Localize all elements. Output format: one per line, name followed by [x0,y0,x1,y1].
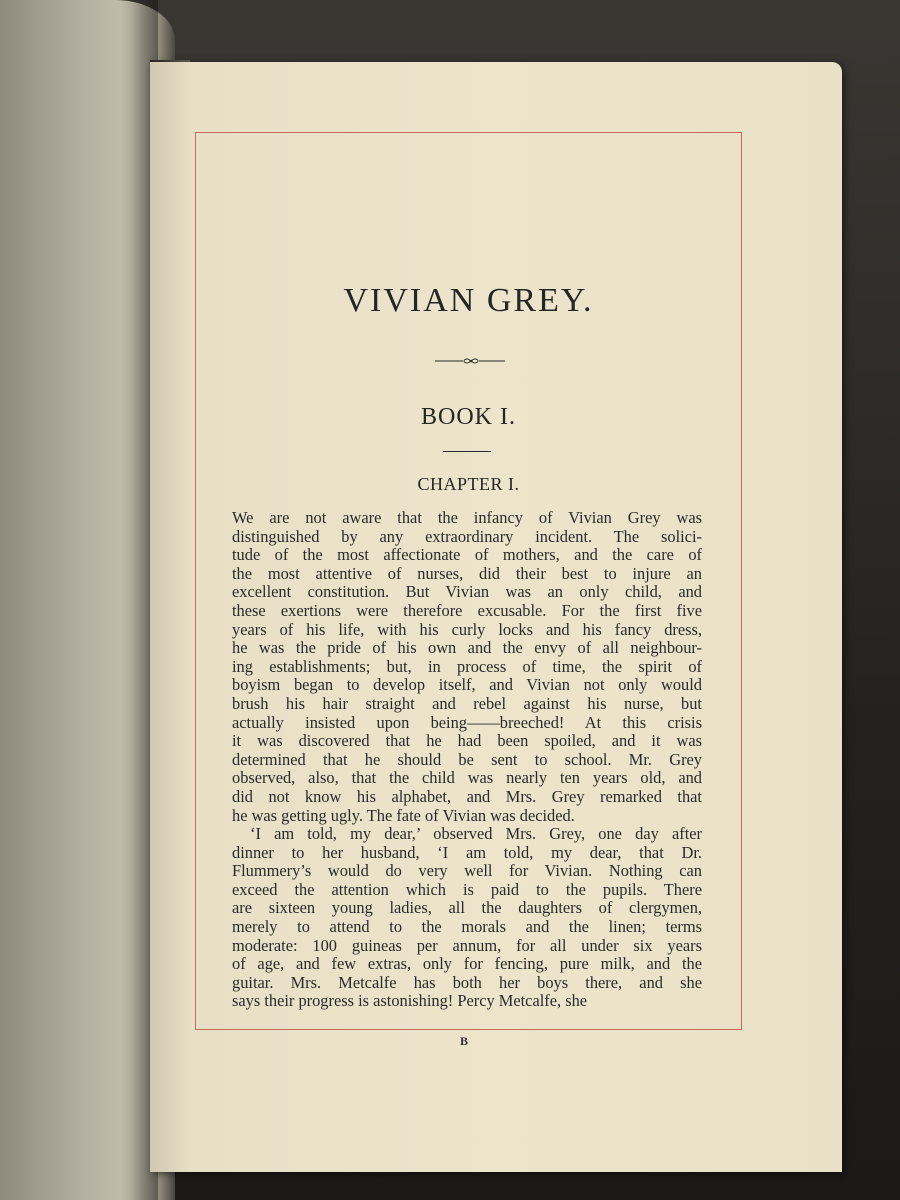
title-ornament [435,355,505,367]
text-line: the most attentive of nurses, did their best to injure an [232,563,702,583]
text-line: of age, and few extras, only for fencing, pure milk, and the [232,954,702,974]
text-line: he was getting ugly. The fate of Vivian was decided. [232,805,575,825]
text-line: actually insisted upon being——breeched! At this crisis [232,712,702,732]
signature-mark: B [460,1034,469,1048]
text-line: ing establishments; but, in process of time, the spirit of [232,656,702,676]
text-line: he was the pride of his own and the envy of all neighbour- [232,638,702,658]
text-line: are sixteen young ladies, all the daughters of clergymen, [232,898,702,918]
chapter-heading: CHAPTER I. [417,474,520,494]
text-line: did not know his alphabet, and Mrs. Grey remarked that [232,786,702,806]
text-line: We are not aware that the infancy of Vivian Grey was [232,508,702,527]
text-line: determined that he should be sent to school. Mr. Grey [232,749,702,769]
text-line: it was discovered that he had been spoiled, and it was [232,731,702,751]
text-line: merely to attend to the morals and the linen; terms [232,917,702,937]
book-heading: BOOK I. [421,404,516,430]
text-line: distinguished by any extraordinary incident. The solici- [232,526,702,546]
text-line: excellent constitution. But Vivian was an only child, and [232,582,702,602]
text-line: years of his life, with his curly locks and his fancy dress, [232,619,702,639]
text-line: exceed the attention which is paid to the pupils. There [232,879,702,899]
text-line: dinner to her husband, ‘I am told, my dear, that Dr. [232,842,702,862]
chapter-body-text [232,509,702,1011]
text-line: ‘I am told, my dear,’ observed Mrs. Grey, one day after [250,824,702,844]
text-line: observed, also, that the child was nearly ten years old, and [232,768,702,788]
text-line: Flummery’s would do very well for Vivian. Nothing can [232,861,702,881]
book-title: VIVIAN GREY. [343,282,594,319]
text-line: guitar. Mrs. Metcalfe has both her boys there, and she [232,972,702,992]
book-heading-rule [443,451,491,452]
text-line: brush his hair straight and rebel against his nurse, but [232,693,702,713]
text-line: these exertions were therefore excusable. For the first five [232,600,702,620]
text-line: says their progress is astonishing! Percy Metcalfe, she [232,991,588,1011]
text-line: tude of the most affectionate of mothers, and the care of [232,545,702,565]
text-line: boyism began to develop itself, and Vivian not only would [232,675,702,695]
text-line: moderate: 100 guineas per annum, for all under six years [232,935,702,955]
